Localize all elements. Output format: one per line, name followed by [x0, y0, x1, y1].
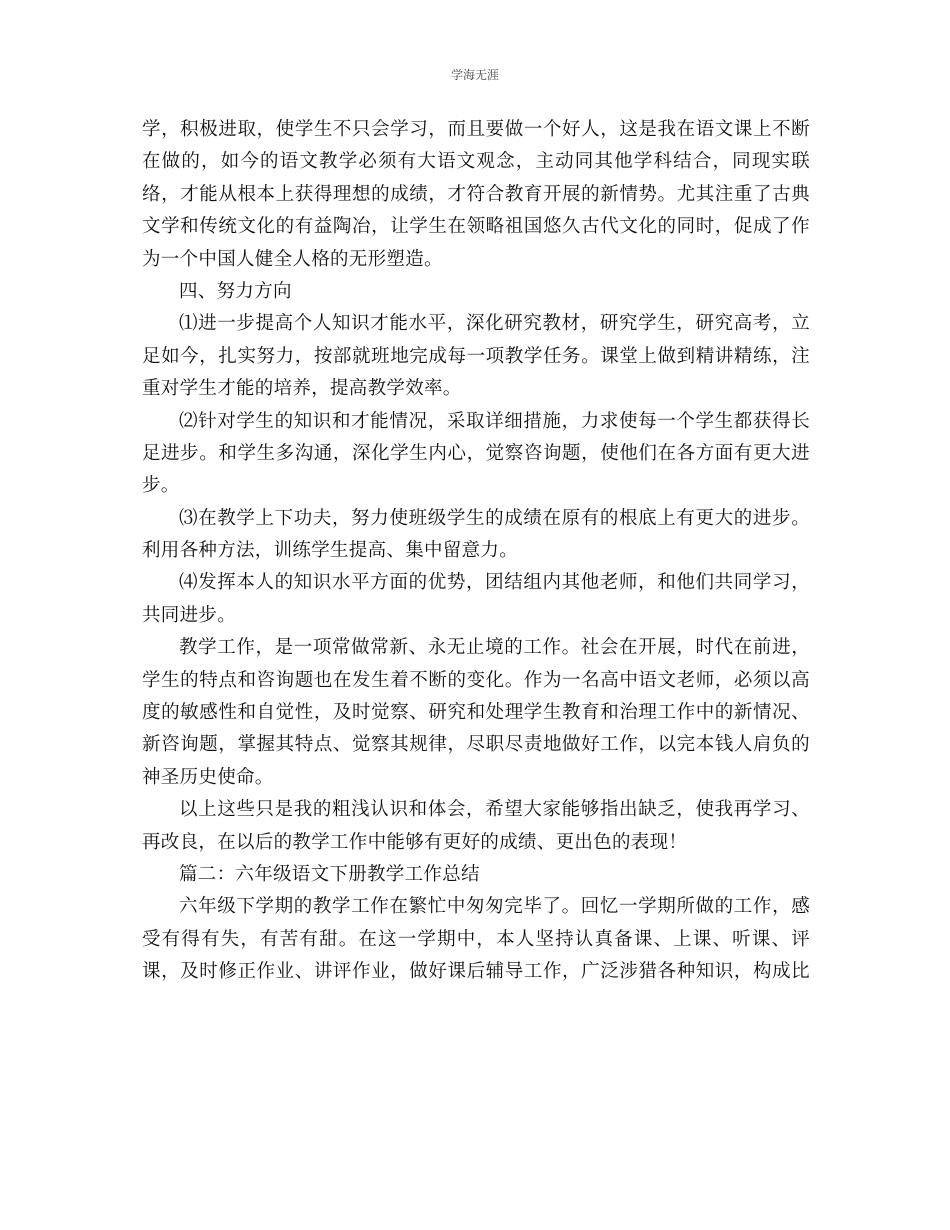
text-line: 六年级下学期的教学工作在繁忙中匆匆完毕了。回忆一学期所做的工作，感 — [179, 896, 810, 918]
text-line: 络，才能从根本上获得理想的成绩，才符合教育开展的新情势。尤其注重了古典 — [142, 183, 810, 205]
text-line: 再改良，在以后的教学工作中能够有更好的成绩、更出色的表现！ — [142, 831, 688, 853]
page-header: 学海无涯 — [450, 68, 499, 82]
text-line: 受有得有失，有苦有甜。在这一学期中，本人坚持认真备课、上课、听课、评 — [142, 928, 810, 950]
text-line: 足如今，扎实努力，按部就班地完成每一项教学任务。课堂上做到精讲精练，注 — [142, 345, 810, 367]
text-line: ⑴进一步提高个人知识才能水平，深化研究教材，研究学生，研究高考，立 — [179, 313, 810, 335]
text-line: 学，积极进取，使学生不只会学习，而且要做一个好人，这是我在语文课上不断 — [142, 119, 810, 140]
text-line: 重对学生才能的培养，提高教学效率。 — [142, 378, 462, 400]
text-line: 在做的，如今的语文教学必须有大语文观念，主动同其他学科结合，同现实联 — [142, 151, 810, 173]
text-line: 步。 — [142, 475, 180, 497]
document-body — [142, 114, 810, 989]
text-line: 为一个中国人健全人格的无形塑造。 — [142, 248, 443, 270]
text-line: ⑵针对学生的知识和才能情况，采取详细措施，力求使每一个学生都获得长 — [179, 410, 810, 432]
text-line: 四、努力方向 — [179, 280, 292, 302]
text-line: ⑷发挥本人的知识水平方面的优势，团结组内其他老师，和他们共同学习， — [179, 572, 810, 594]
text-line: 学生的特点和咨询题也在发生着不断的变化。作为一名高中语文老师，必须以高 — [142, 669, 810, 691]
text-line: 课，及时修正作业、讲评作业，做好课后辅导工作，广泛涉猎各种知识，构成比 — [142, 961, 810, 983]
text-line: 利用各种方法，训练学生提高、集中留意力。 — [142, 540, 519, 562]
text-line: ⑶在教学上下功夫，努力使班级学生的成绩在原有的根底上有更大的进步。 — [179, 507, 810, 529]
text-line: 度的敏感性和自觉性，及时觉察、研究和处理学生教育和治理工作中的新情况、 — [142, 702, 810, 724]
text-line: 共同进步。 — [142, 604, 237, 626]
text-line: 足进步。和学生多沟通，深化学生内心，觉察咨询题，使他们在各方面有更大进 — [142, 442, 810, 464]
text-line: 以上这些只是我的粗浅认识和体会，希望大家能够指出缺乏，使我再学习、 — [179, 799, 810, 821]
text-line: 篇二：六年级语文下册教学工作总结 — [179, 863, 480, 885]
text-line: 神圣历史使命。 — [142, 766, 274, 788]
text-line: 教学工作，是一项常做常新、永无止境的工作。社会在开展，时代在前进， — [179, 637, 810, 659]
text-line: 新咨询题，掌握其特点、觉察其规律，尽职尽责地做好工作，以完本钱人肩负的 — [142, 734, 810, 756]
text-line: 文学和传统文化的有益陶冶，让学生在领略祖国悠久古代文化的同时，促成了作 — [142, 216, 810, 238]
